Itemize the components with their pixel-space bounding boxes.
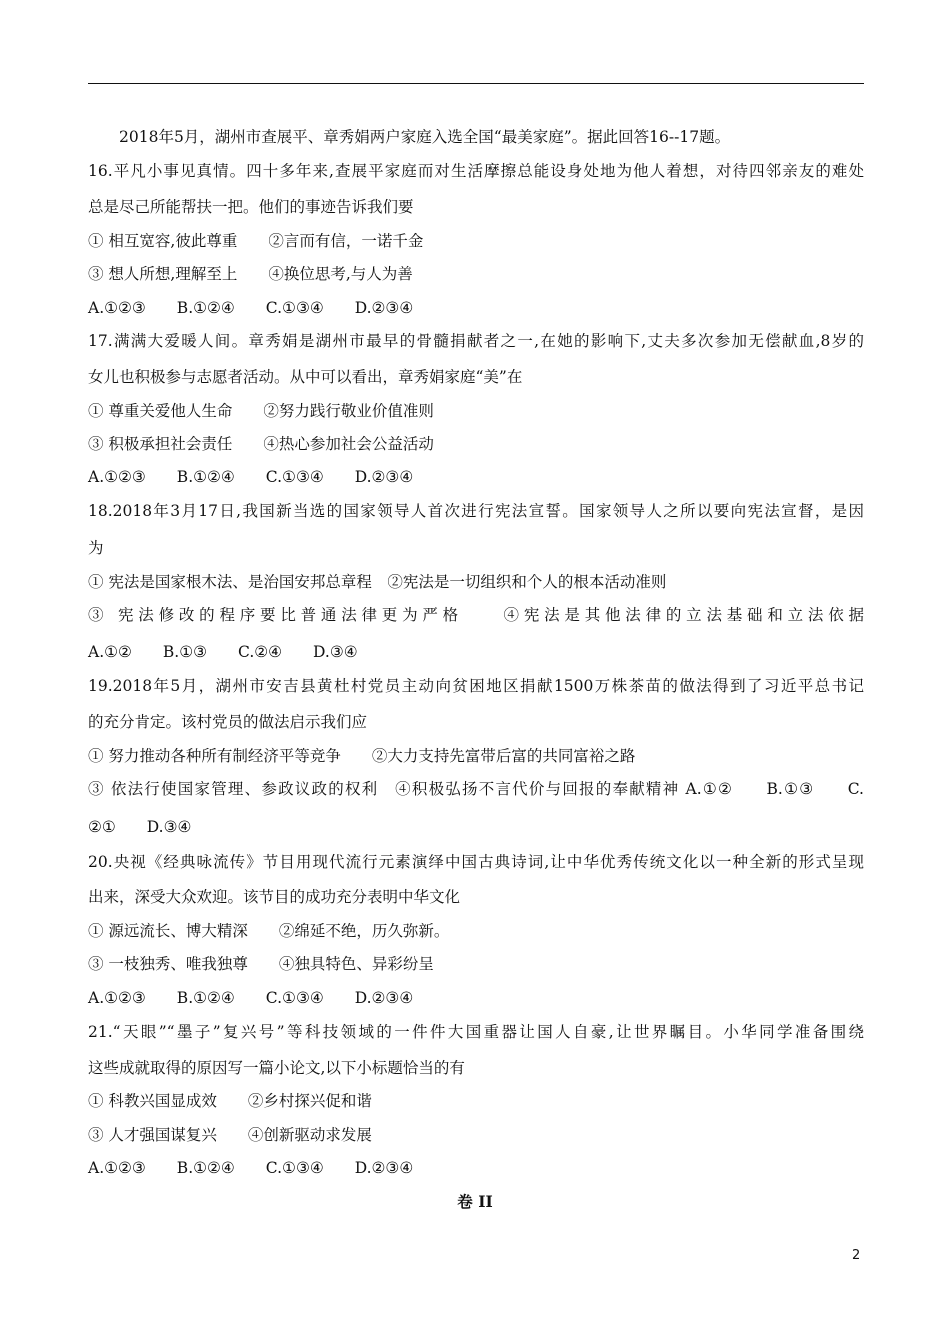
q18-answer-choices: A.①② B.①③ C.②④ D.③④ xyxy=(88,643,358,661)
intro-text: 2018年5月，湖州市查展平、章秀娟两户家庭入选全国“最美家庭”。据此回答16--17题。 xyxy=(119,128,731,146)
q19-option-line-1: ① 努力推动各种所有制经济平等竞争 ②大力支持先富带后富的共同富裕之路 xyxy=(88,747,636,765)
q19-option-line-2: ③ 依法行使国家管理、参政议政的权利 ④积极弘扬不言代价与回报的奉献精神 A.①② B.①③ C. xyxy=(88,780,864,798)
q16-stem-line-1: 16.平凡小事见真情。四十多年来,查展平家庭而对生活摩擦总能设身处地为他人着想，对待四邻亲友的难处 xyxy=(88,162,864,180)
q21-option-line-1: ① 科教兴国显成效 ②乡村探兴促和谐 xyxy=(88,1092,372,1110)
page-number: 2 xyxy=(852,1248,861,1263)
q20-option-line-2: ③ 一枝独秀、唯我独尊 ④独具特色、异彩纷呈 xyxy=(88,955,434,973)
q21-stem-line-2: 这些成就取得的原因写一篇小论文,以下小标题恰当的有 xyxy=(88,1059,465,1077)
q16-stem-line-2: 总是尽己所能帮扶一把。他们的事迹告诉我们要 xyxy=(88,198,414,216)
q20-option-line-1: ① 源远流长、博大精深 ②绵延不绝，历久弥新。 xyxy=(88,922,450,940)
q20-answer-choices: A.①②③ B.①②④ C.①③④ D.②③④ xyxy=(88,989,414,1007)
q16-option-line-2: ③ 想人所想,理解至上 ④换位思考,与人为善 xyxy=(88,265,413,283)
q21-answer-choices: A.①②③ B.①②④ C.①③④ D.②③④ xyxy=(88,1159,414,1177)
q18-option-line-2: ③ 宪法修改的程序要比普通法律更为严格 ④宪法是其他法律的立法基础和立法依据 xyxy=(88,606,864,624)
q16-answer-choices: A.①②③ B.①②④ C.①③④ D.②③④ xyxy=(88,299,414,317)
q20-stem-line-2: 出来，深受大众欢迎。该节目的成功充分表明中华文化 xyxy=(88,888,461,906)
q18-option-line-1: ① 宪法是国家根木法、是治国安邦总章程 ②宪法是一切组织和个人的根本活动准则 xyxy=(88,573,667,591)
q19-stem-line-1: 19.2018年5月，湖州市安吉县黄杜村党员主动向贫困地区捐献1500万株茶苗的做法得到了习近平总书记 xyxy=(88,677,864,695)
q17-answer-choices: A.①②③ B.①②④ C.①③④ D.②③④ xyxy=(88,468,414,486)
q16-option-line-1: ① 相互宽容,彼此尊重 ②言而有信，一诺千金 xyxy=(88,232,424,250)
q20-stem-line-1: 20.央视《经典咏流传》节目用现代流行元素演绎中国古典诗词,让中华优秀传统文化以一种全新的形式呈现 xyxy=(88,853,864,871)
header-rule xyxy=(88,83,864,84)
q17-stem-line-1: 17.满满大爱暖人间。章秀娟是湖州市最早的骨髓捐献者之一,在她的影响下,丈夫多次参加无偿献血,8岁的 xyxy=(88,332,864,350)
q21-stem-line-1: 21.“天眼”“墨子”复兴号”等科技领域的一件件大国重器让国人自豪,让世界瞩目。小华同学准备围绕 xyxy=(88,1023,864,1041)
q19-option-line-3: ②① D.③④ xyxy=(88,818,192,836)
q18-stem-line-1: 18.2018年3月17日,我国新当选的国家领导人首次进行宪法宣誓。国家领导人之所以要向宪法宣督，是因 xyxy=(88,502,864,520)
q19-stem-line-2: 的充分肯定。该村党员的做法启示我们应 xyxy=(88,713,368,731)
q17-option-line-1: ① 尊重关爱他人生命 ②努力践行敬业价值准则 xyxy=(88,402,434,420)
q21-option-line-2: ③ 人才强国谋复兴 ④创新驱动求发展 xyxy=(88,1126,372,1144)
q17-stem-line-2: 女儿也积极参与志愿者活动。从中可以看出，章秀娟家庭“美”在 xyxy=(88,368,523,386)
section-title: 卷 II xyxy=(457,1192,493,1211)
q18-stem-line-2: 为 xyxy=(88,539,104,557)
q17-option-line-2: ③ 积极承担社会责任 ④热心参加社会公益活动 xyxy=(88,435,434,453)
